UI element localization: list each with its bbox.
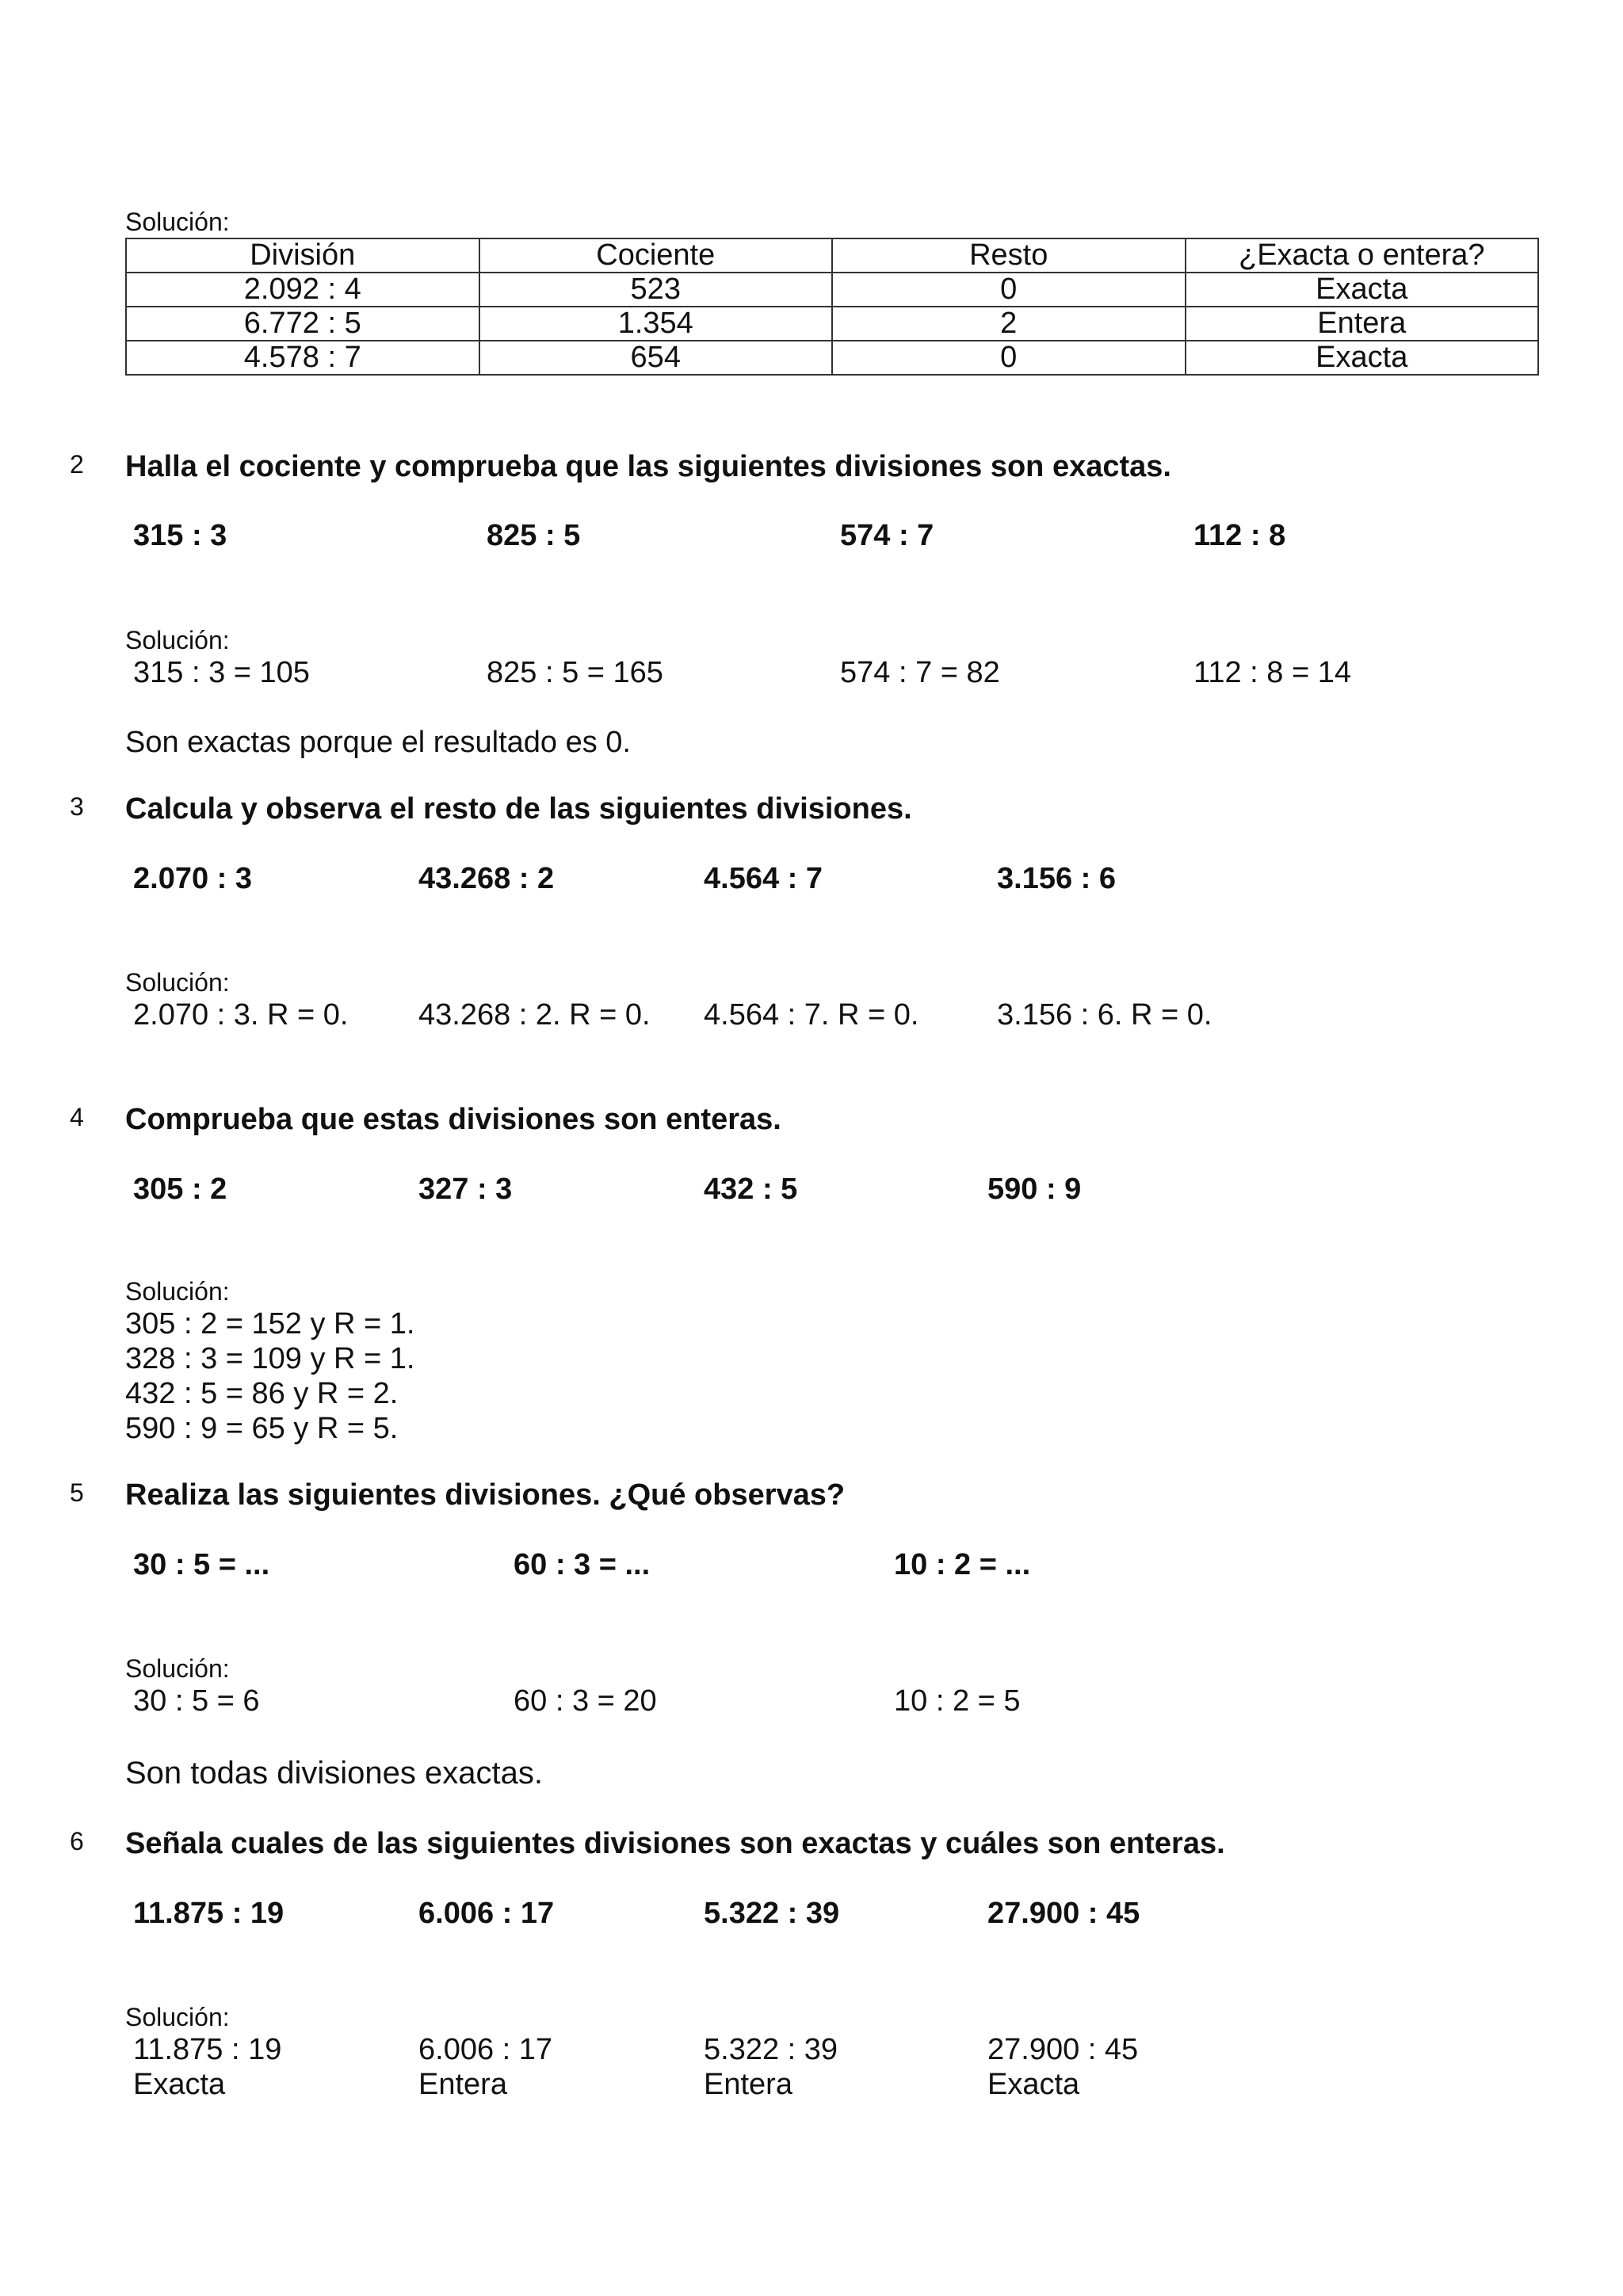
ex2-answer: 825 : 5 = 165	[487, 656, 663, 689]
ex4-op: 305 : 2	[133, 1173, 227, 1206]
ex4-title: Comprueba que estas divisiones son enteras.	[125, 1103, 781, 1136]
table-header: División	[126, 238, 479, 273]
table-cell: Exacta	[1186, 341, 1539, 375]
ex2-title: Halla el cociente y comprueba que las siguientes divisiones son exactas.	[125, 450, 1171, 483]
table-cell: 2.092 : 4	[126, 273, 479, 307]
table-cell: 4.578 : 7	[126, 341, 479, 375]
ex6-answer: 6.006 : 17	[418, 2033, 553, 2066]
table-header: Cociente	[479, 238, 833, 273]
ex5-op: 30 : 5 = ...	[133, 1548, 270, 1581]
ex3-number: 3	[70, 792, 84, 821]
ex6-type: Entera	[704, 2068, 792, 2101]
ex4-op: 432 : 5	[704, 1173, 798, 1206]
ex2-answer: 574 : 7 = 82	[840, 656, 1000, 689]
ex3-solution-label: Solución:	[125, 968, 230, 997]
ex1-results-table	[125, 238, 1539, 376]
ex4-answer: 590 : 9 = 65 y R = 5.	[125, 1412, 399, 1445]
ex2-number: 2	[70, 450, 84, 479]
ex3-title: Calcula y observa el resto de las siguientes divisiones.	[125, 792, 912, 826]
ex6-type: Exacta	[133, 2068, 226, 2101]
ex6-op: 11.875 : 19	[133, 1897, 285, 1930]
ex6-op: 27.900 : 45	[987, 1897, 1140, 1930]
ex3-answer: 4.564 : 7. R = 0.	[704, 998, 919, 1032]
ex5-note: Son todas divisiones exactas.	[125, 1756, 543, 1791]
table-row	[126, 341, 1538, 375]
ex2-op: 574 : 7	[840, 519, 934, 552]
table-cell: 0	[832, 273, 1186, 307]
ex2-note: Son exactas porque el resultado es 0.	[125, 726, 631, 759]
ex3-op: 4.564 : 7	[704, 862, 823, 895]
ex2-op: 112 : 8	[1193, 519, 1286, 552]
table-cell: 0	[832, 341, 1186, 375]
ex5-answer: 60 : 3 = 20	[514, 1684, 657, 1718]
ex3-op: 43.268 : 2	[418, 862, 555, 895]
ex5-answer: 30 : 5 = 6	[133, 1684, 260, 1718]
ex6-answer: 5.322 : 39	[704, 2033, 838, 2066]
table-header-row	[126, 238, 1538, 273]
ex6-op: 6.006 : 17	[418, 1897, 555, 1930]
ex5-number: 5	[70, 1478, 84, 1507]
ex3-answer: 2.070 : 3. R = 0.	[133, 998, 349, 1032]
table-cell: 654	[479, 341, 833, 375]
table-row	[126, 273, 1538, 307]
ex6-answer: 27.900 : 45	[987, 2033, 1139, 2066]
ex6-solution-label: Solución:	[125, 2003, 230, 2031]
table-cell: 523	[479, 273, 833, 307]
ex2-solution-label: Solución:	[125, 626, 230, 654]
ex4-solution-label: Solución:	[125, 1277, 230, 1306]
ex4-answer: 432 : 5 = 86 y R = 2.	[125, 1377, 399, 1410]
ex6-title: Señala cuales de las siguientes divisiones son exactas y cuáles son enteras.	[125, 1827, 1225, 1860]
table-row	[126, 307, 1538, 341]
ex6-type: Exacta	[987, 2068, 1080, 2101]
ex4-op: 590 : 9	[987, 1173, 1082, 1206]
ex4-answer: 305 : 2 = 152 y R = 1.	[125, 1307, 415, 1341]
ex6-op: 5.322 : 39	[704, 1897, 840, 1930]
ex3-answer: 43.268 : 2. R = 0.	[418, 998, 651, 1032]
ex3-op: 3.156 : 6	[997, 862, 1116, 895]
ex5-answer: 10 : 2 = 5	[894, 1684, 1021, 1718]
table-cell: Exacta	[1186, 273, 1539, 307]
ex5-op: 10 : 2 = ...	[894, 1548, 1031, 1581]
ex2-answer: 112 : 8 = 14	[1193, 656, 1351, 689]
ex4-answer: 328 : 3 = 109 y R = 1.	[125, 1342, 415, 1375]
ex5-title: Realiza las siguientes divisiones. ¿Qué observas?	[125, 1478, 846, 1512]
table-header: ¿Exacta o entera?	[1186, 238, 1539, 273]
ex2-op: 315 : 3	[133, 519, 227, 552]
table-header: Resto	[832, 238, 1186, 273]
ex3-answer: 3.156 : 6. R = 0.	[997, 998, 1212, 1032]
ex4-number: 4	[70, 1103, 84, 1131]
ex3-op: 2.070 : 3	[133, 862, 252, 895]
ex2-op: 825 : 5	[487, 519, 581, 552]
ex2-answer: 315 : 3 = 105	[133, 656, 310, 689]
ex6-answer: 11.875 : 19	[133, 2033, 282, 2066]
ex6-number: 6	[70, 1827, 84, 1855]
ex6-type: Entera	[418, 2068, 507, 2101]
table-cell: Entera	[1186, 307, 1539, 341]
ex4-op: 327 : 3	[418, 1173, 513, 1206]
table-cell: 2	[832, 307, 1186, 341]
ex5-op: 60 : 3 = ...	[514, 1548, 651, 1581]
ex1-solution-label: Solución:	[125, 208, 230, 236]
table-cell: 1.354	[479, 307, 833, 341]
ex5-solution-label: Solución:	[125, 1654, 230, 1683]
table-cell: 6.772 : 5	[126, 307, 479, 341]
